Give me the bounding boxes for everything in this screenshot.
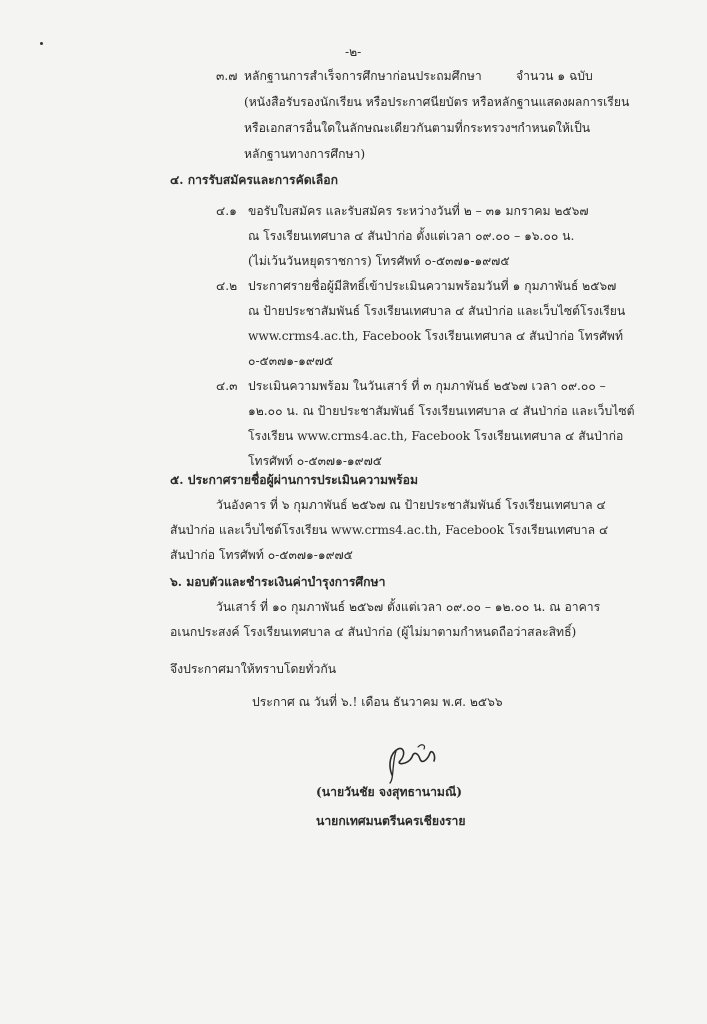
s4-2-line: www.crms4.ac.th, Facebook โรงเรียนเทศบาล ๔ สันป่าก่อ โทรศัพท์ xyxy=(248,329,623,343)
s4-2-line: ประกาศรายชื่อผู้มีสิทธิ์เข้าประเมินความพร้อมวันที่ ๑ กุมภาพันธ์ ๒๕๖๗ xyxy=(248,279,617,293)
section-5-line: สันป่าก่อ และเว็บไซต์โรงเรียน www.crms4.ac.th, Facebook โรงเรียนเทศบาล ๔ xyxy=(170,523,609,537)
s4-1-number: ๔.๑ xyxy=(216,204,237,218)
signer-title: นายกเทศมนตรีนครเชียงราย xyxy=(316,814,466,828)
signature xyxy=(378,735,458,785)
s4-1-line: ขอรับใบสมัคร และรับสมัคร ระหว่างวันที่ ๒ – ๓๑ มกราคม ๒๕๖๗ xyxy=(248,204,589,218)
scan-speck xyxy=(40,42,43,45)
s4-1-line: (ไม่เว้นวันหยุดราชการ) โทรศัพท์ ๐-๕๓๗๑-๑๙๗๕ xyxy=(248,254,510,268)
section-5-line: วันอังคาร ที่ ๖ กุมภาพันธ์ ๒๕๖๗ ณ ป้ายประชาสัมพันธ์ โรงเรียนเทศบาล ๔ xyxy=(216,498,606,512)
page-number: -๒- xyxy=(345,45,362,59)
s4-3-line: ๑๒.๐๐ น. ณ ป้ายประชาสัมพันธ์ โรงเรียนเทศบาล ๔ สันป่าก่อ และเว็บไซต์ xyxy=(248,404,635,418)
s4-1-line: ณ โรงเรียนเทศบาล ๔ สันป่าก่อ ตั้งแต่เวลา ๐๙.๐๐ – ๑๖.๐๐ น. xyxy=(248,229,575,243)
closing-text: จึงประกาศมาให้ทราบโดยทั่วกัน xyxy=(170,662,337,676)
s4-3-line: โทรศัพท์ ๐-๕๓๗๑-๑๙๗๕ xyxy=(248,454,382,468)
s4-2-number: ๔.๒ xyxy=(216,279,238,293)
section-4-heading: ๔. การรับสมัครและการคัดเลือก xyxy=(170,173,338,187)
section-5-line: สันป่าก่อ โทรศัพท์ ๐-๕๓๗๑-๑๙๗๕ xyxy=(170,548,353,562)
s4-2-line: ๐-๕๓๗๑-๑๙๗๕ xyxy=(248,354,334,368)
s4-2-line: ณ ป้ายประชาสัมพันธ์ โรงเรียนเทศบาล ๔ สันป่าก่อ และเว็บไซต์โรงเรียน xyxy=(248,304,626,318)
section-6-heading: ๖. มอบตัวและชำระเงินค่าบำรุงการศึกษา xyxy=(170,575,386,589)
item-3-7-line2: (หนังสือรับรองนักเรียน หรือประกาศนียบัตร หรือหลักฐานแสดงผลการเรียน xyxy=(244,95,630,109)
s4-3-number: ๔.๓ xyxy=(216,379,238,393)
announcement-date: ประกาศ ณ วันที่ ๖.! เดือน ธันวาคม พ.ศ. ๒๕๖๖ xyxy=(252,695,503,709)
item-3-7-line4: หลักฐานทางการศึกษา) xyxy=(244,147,366,161)
section-6-line: อเนกประสงค์ โรงเรียนเทศบาล ๔ สันป่าก่อ (ผู้ไม่มาตามกำหนดถือว่าสละสิทธิ์) xyxy=(170,625,577,639)
item-3-7-quantity: จำนวน ๑ ฉบับ xyxy=(516,69,593,83)
section-5-heading: ๕. ประกาศรายชื่อผู้ผ่านการประเมินความพร้อม xyxy=(170,473,419,487)
s4-3-line: โรงเรียน www.crms4.ac.th, Facebook โรงเรียนเทศบาล ๔ สันป่าก่อ xyxy=(248,429,624,443)
item-3-7-line3: หรือเอกสารอื่นใดในลักษณะเดียวกันตามที่กระทรวงฯกำหนดให้เป็น xyxy=(244,121,591,135)
signer-name: (นายวันชัย จงสุทธานามณี) xyxy=(316,785,463,799)
item-3-7-number: ๓.๗ xyxy=(216,69,238,83)
item-3-7-title: หลักฐานการสำเร็จการศึกษาก่อนประถมศึกษา xyxy=(244,69,482,83)
s4-3-line: ประเมินความพร้อม ในวันเสาร์ ที่ ๓ กุมภาพันธ์ ๒๕๖๗ เวลา ๐๙.๐๐ – xyxy=(248,379,606,393)
section-6-line: วันเสาร์ ที่ ๑๐ กุมภาพันธ์ ๒๕๖๗ ตั้งแต่เวลา ๐๙.๐๐ – ๑๒.๐๐ น. ณ อาคาร xyxy=(216,600,601,614)
